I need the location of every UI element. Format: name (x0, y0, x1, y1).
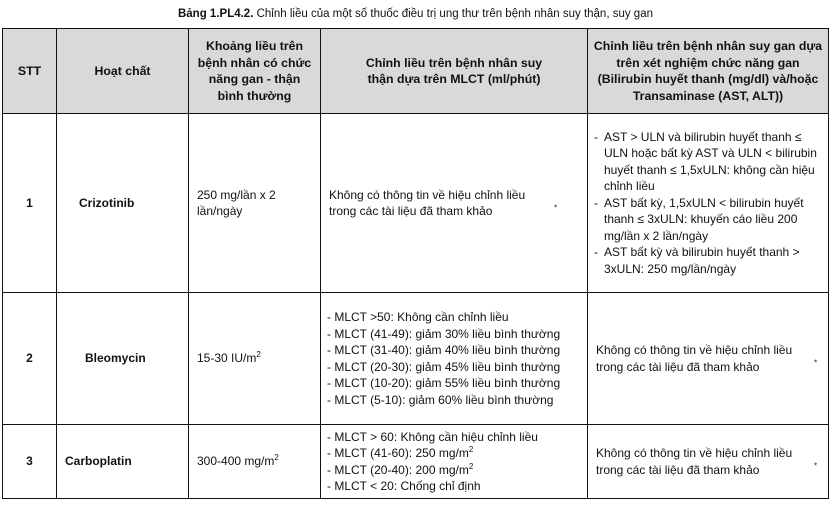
caption-text: Chỉnh liều của một số thuốc điều trị ung thư trên bệnh nhân suy thận, suy gan (253, 8, 653, 20)
hepatic-text: Không có thông tin về hiệu chỉnh liều trong các tài liệu đã tham khảo (596, 446, 793, 477)
table-caption (0, 7, 831, 21)
dose-adjustment-table (2, 28, 829, 499)
cell-renal (321, 114, 588, 293)
reference-mark: * (554, 203, 558, 212)
list-item: - AST > ULN và bilirubin huyết thanh ≤ ULN hoặc bất kỳ AST và ULN < bilirubin huyết thanh ≤ 1,5xULN: không cần hiệu chỉnh liều (592, 129, 822, 195)
list-item (327, 429, 581, 446)
renal-list (327, 429, 581, 495)
list-item-text: MLCT < 20: Chống chỉ định (334, 479, 481, 493)
list-item: - MLCT (20-30): giảm 45% liều bình thường (327, 359, 581, 376)
renal-list (327, 309, 581, 408)
cell-hepatic (588, 425, 829, 499)
dose-text: 250 mg/lần x 2 lần/ngày (197, 187, 276, 218)
cell-renal (321, 293, 588, 425)
cell-normal-dose (189, 114, 321, 293)
cell-stt: 3 (3, 425, 57, 499)
header-normal-dose: Khoảng liều trên bệnh nhân có chức năng gan - thận bình thường (189, 29, 321, 114)
table-row (3, 293, 829, 425)
list-item: - AST bất kỳ và bilirubin huyết thanh > 3xULN: 250 mg/lần/ngày (592, 244, 822, 277)
hepatic-text: Không có thông tin về hiệu chỉnh liều trong các tài liệu đã tham khảo (596, 343, 793, 374)
list-item: - MLCT >50: Không cần chỉnh liều (327, 309, 581, 326)
dose-text: 300-400 mg/m (197, 454, 275, 469)
list-item (327, 445, 581, 462)
list-item-text: MLCT > 60: Không cần hiệu chỉnh liều (334, 429, 538, 444)
reference-mark: * (814, 461, 818, 471)
table-row (3, 425, 829, 499)
header-hepatic-adjustment: Chỉnh liều trên bệnh nhân suy gan dựa trên xét nghiệm chức năng gan (Bilirubin huyết thanh (mg/dl) và/hoặc Transaminase (AST, ALT)) (588, 29, 829, 114)
list-item: - MLCT (5-10): giảm 60% liều bình thường (327, 392, 581, 409)
renal-text: Không có thông tin về hiệu chỉnh liều trong các tài liệu đã tham khảo (329, 187, 526, 218)
superscript: 2 (256, 350, 261, 360)
cell-normal-dose (189, 293, 321, 425)
list-item: - AST bất kỳ, 1,5xULN < bilirubin huyết thanh ≤ 3xULN: khuyến cáo liều 200 mg/lần x 2 lần/ngày (592, 195, 822, 245)
cell-drug: Carboplatin (57, 425, 189, 499)
dose-text: 15-30 IU/m (197, 351, 257, 366)
cell-renal (321, 425, 588, 499)
cell-drug: Bleomycin (57, 293, 189, 425)
reference-mark: * (814, 358, 818, 368)
cell-stt: 1 (3, 114, 57, 293)
hepatic-list (592, 129, 822, 278)
superscript: 2 (468, 445, 474, 454)
list-item (327, 462, 581, 479)
cell-stt: 2 (3, 293, 57, 425)
cell-normal-dose (189, 425, 321, 499)
list-item-text: MLCT (41-60): 250 mg/m (334, 446, 469, 460)
cell-drug: Crizotinib (57, 114, 189, 293)
list-item-text: MLCT (20-40): 200 mg/m (334, 462, 469, 477)
table-row (3, 114, 829, 293)
cell-hepatic (588, 293, 829, 425)
cell-hepatic (588, 114, 829, 293)
list-item: - MLCT (10-20): giảm 55% liều bình thường (327, 375, 581, 392)
superscript: 2 (274, 453, 279, 463)
header-renal-adjustment: Chỉnh liều trên bệnh nhân suy thận dựa trên MLCT (ml/phút) (321, 29, 588, 114)
list-item: - MLCT (41-49): giảm 30% liều bình thường (327, 326, 581, 343)
superscript: 2 (468, 461, 474, 471)
caption-label: Bảng 1.PL4.2. (177, 8, 254, 20)
header-stt: STT (3, 29, 57, 114)
header-active-ingredient: Hoạt chất (57, 29, 189, 114)
table-header-row (3, 29, 829, 114)
list-item: - MLCT (31-40): giảm 40% liều bình thường (327, 342, 581, 359)
list-item (327, 478, 581, 495)
